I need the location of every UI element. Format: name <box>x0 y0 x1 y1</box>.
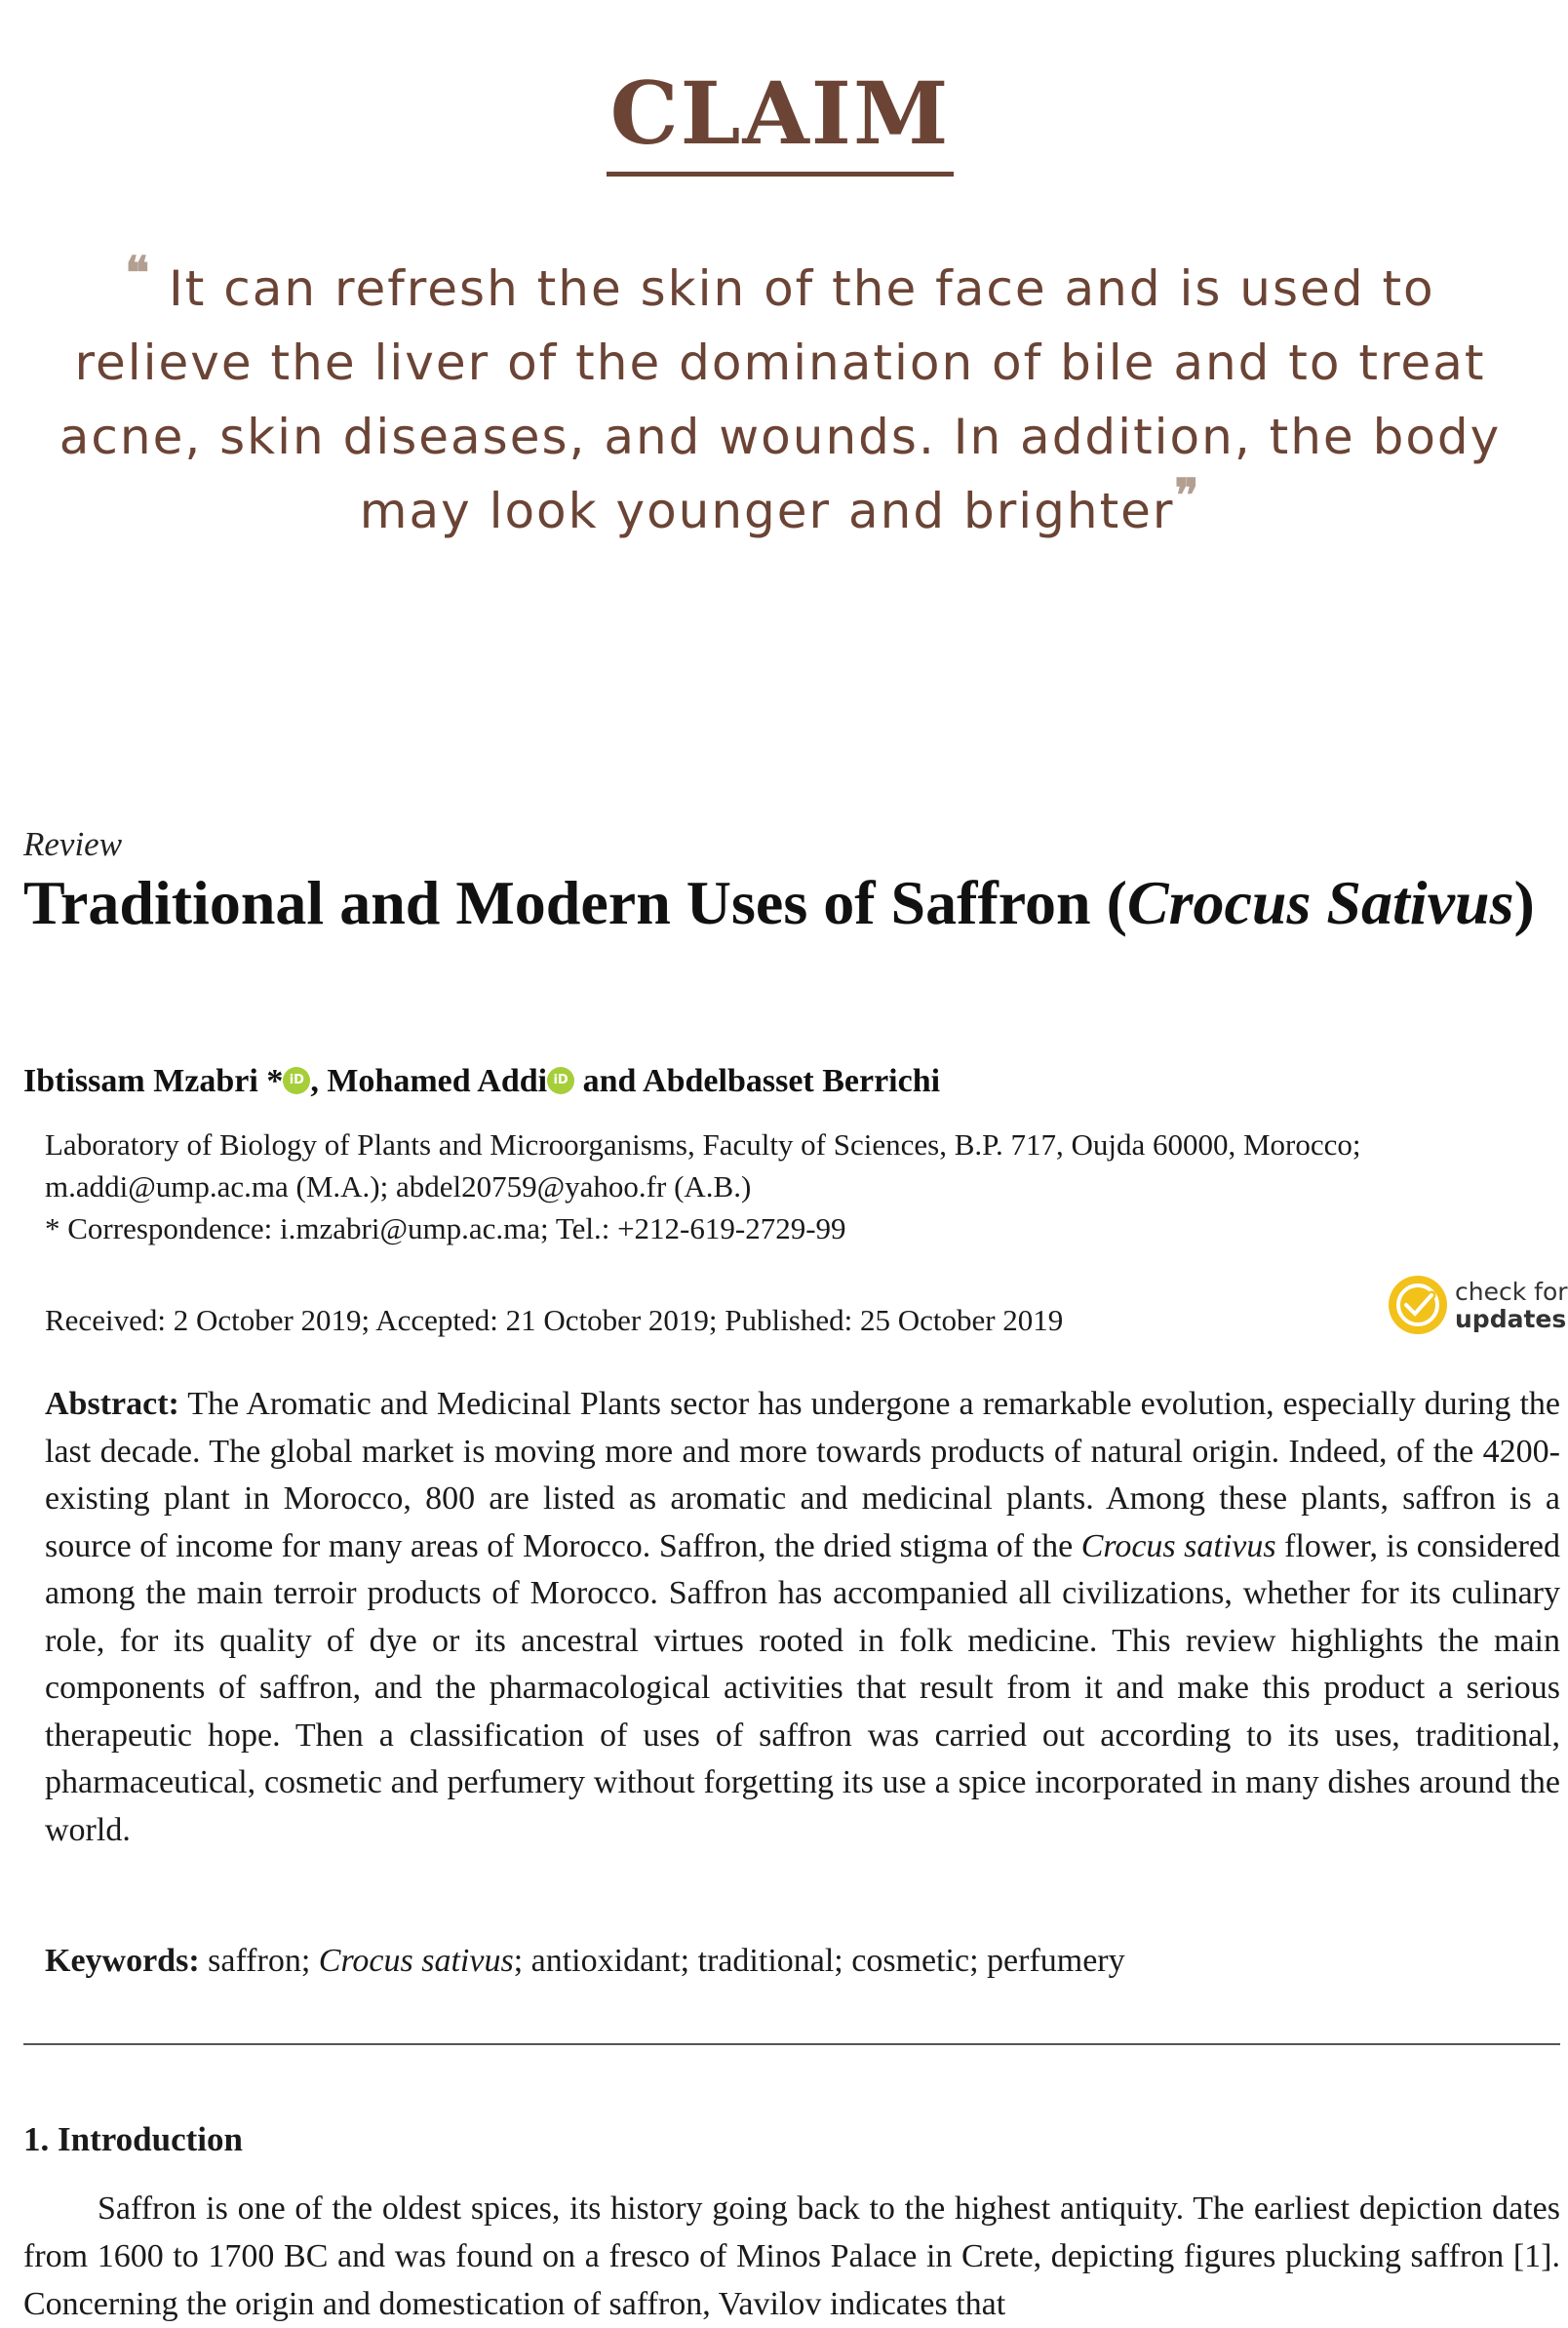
paper-title-italic: Crocus Sativus <box>1126 868 1514 937</box>
author-name: , Mohamed Addi <box>310 1063 548 1099</box>
abstract <box>45 1381 1560 1854</box>
paper-title-roman: Traditional and Modern Uses of Saffron ( <box>23 868 1127 937</box>
claim-quote-text: It can refresh the skin of the face and is used to relieve the liver of the domination of bile and to treat acne, skin diseases, and wounds. In addition, the body may look younger and brighter <box>59 260 1502 539</box>
paper-title-close: ) <box>1513 868 1535 937</box>
abstract-species: Crocus sativus <box>1080 1527 1276 1564</box>
affiliation-emails: m.addi@ump.ac.ma (M.A.); abdel20759@yahoo.fr (A.B.) <box>45 1169 752 1203</box>
abstract-text-cont: flower, is considered among the main terroir products of Morocco. Saffron has accompanied all civilizations, whether for its culinary role, for its quality of dye or its ancestral virtues rooted in folk medicine. This review highlights the main components of saffron, and the pharmacological activities that result from it and make this product a serious therapeutic hope. Then a classification of uses of saffron was carried out according to its uses, traditional, pharmaceutical, cosmetic and perfumery without forgetting its use a spice incorporated in many dishes around the world. <box>45 1527 1560 1848</box>
article-type: Review <box>23 825 123 863</box>
check-for-updates-button[interactable] <box>1389 1276 1568 1336</box>
author-list <box>23 1063 940 1100</box>
section-divider <box>23 2043 1560 2045</box>
paper-title <box>23 866 1545 940</box>
abstract-text: The Aromatic and Medicinal Plants sector has undergone a remarkable evolution, especially during the last decade. The global market is moving more and more towards products of natural origin. Indeed, of the 4200-existing plant in Morocco, 800 are listed as aromatic and medicinal plants. Among these plants, saffron is a source of income for many areas of Morocco. Saffron, the dried stigma of the <box>45 1386 1560 1564</box>
correspondence: * Correspondence: i.mzabri@ump.ac.ma; Tel.: +212-619-2729-99 <box>45 1211 846 1245</box>
author-name: Ibtissam Mzabri * <box>23 1063 284 1099</box>
keywords-label: Keywords: <box>45 1943 200 1979</box>
author-name: and Abdelbasset Berrichi <box>574 1063 941 1099</box>
check-updates-label: check for <box>1455 1278 1568 1306</box>
keywords-species: Crocus sativus <box>318 1943 514 1979</box>
abstract-label: Abstract: <box>45 1386 179 1422</box>
keywords <box>45 1943 1125 1980</box>
intro-paragraph: Saffron is one of the oldest spices, its history going back to the highest antiquity. The earliest depiction dates from 1600 to 1700 BC and was found on a fresco of Minos Palace in Crete, depicting figures plucking saffron [1]. Concerning the origin and domestication of saffron, Vavilov indicates that <box>23 2190 1560 2322</box>
check-updates-label-bold: updates <box>1455 1305 1567 1333</box>
close-quote-icon: ❞ <box>1174 468 1201 522</box>
open-quote-icon: ❝ <box>125 246 152 299</box>
keywords-text: saffron; <box>199 1943 319 1979</box>
claim-underline <box>607 172 954 177</box>
keywords-text-cont: ; antioxidant; traditional; cosmetic; perfumery <box>513 1943 1125 1979</box>
check-icon <box>1389 1276 1447 1334</box>
intro-heading: 1. Introduction <box>23 2120 243 2158</box>
orcid-icon[interactable]: iD <box>547 1067 574 1094</box>
publication-dates: Received: 2 October 2019; Accepted: 21 October 2019; Published: 25 October 2019 <box>45 1303 1064 1337</box>
claim-title: CLAIM <box>609 62 951 164</box>
orcid-icon[interactable]: iD <box>283 1067 310 1094</box>
affiliation-line: Laboratory of Biology of Plants and Microorganisms, Faculty of Sciences, B.P. 717, Oujda 60000, Morocco; <box>45 1127 1361 1162</box>
claim-quote <box>49 246 1511 548</box>
